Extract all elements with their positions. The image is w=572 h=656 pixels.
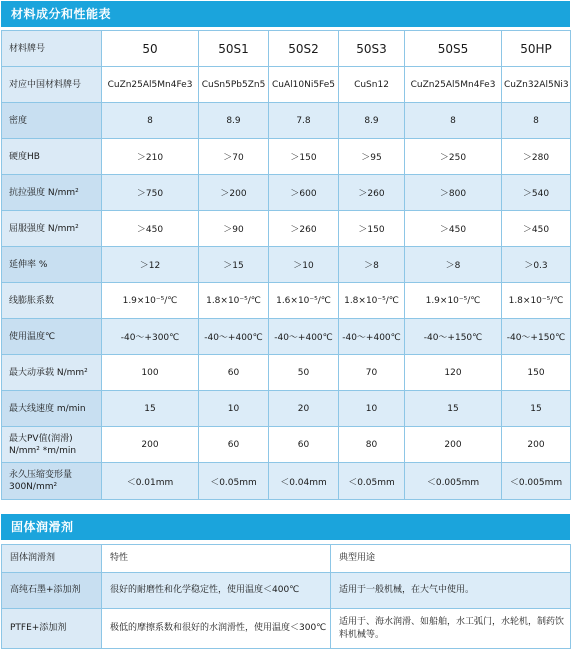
property-label: 最大动承载 N/mm² — [2, 355, 102, 391]
materials-table-body — [2, 31, 571, 500]
property-value: ＞200 — [199, 175, 269, 211]
property-value: ＞540 — [502, 175, 571, 211]
property-value: ＞260 — [269, 211, 339, 247]
property-value: ＞260 — [339, 175, 405, 211]
property-value: ＞15 — [199, 247, 269, 283]
property-value: -40～+400℃ — [339, 319, 405, 355]
property-value: 70 — [339, 355, 405, 391]
property-value: ＞450 — [502, 211, 571, 247]
property-label: 最大PV值(润滑) N/mm² *m/min — [2, 427, 102, 463]
property-value: ＞450 — [405, 211, 502, 247]
property-label: 密度 — [2, 103, 102, 139]
property-value: 1.8×10⁻⁵/℃ — [339, 283, 405, 319]
property-value: ＜0.005mm — [405, 463, 502, 500]
property-value: CuSn12 — [339, 67, 405, 103]
property-value: ＞450 — [102, 211, 199, 247]
lubricant-header-feature: 特性 — [102, 545, 331, 573]
property-value: ＞90 — [199, 211, 269, 247]
material-grade-2: 50S2 — [269, 31, 339, 67]
property-value: 60 — [199, 427, 269, 463]
material-grade-1: 50S1 — [199, 31, 269, 67]
lubricant-feature: 极低的摩擦系数和很好的水润滑性，使用温度＜300℃ — [102, 609, 331, 649]
materials-row — [2, 463, 571, 500]
property-value: ＞280 — [502, 139, 571, 175]
property-value: ＞800 — [405, 175, 502, 211]
lubricant-row — [2, 573, 571, 609]
property-value: 15 — [502, 391, 571, 427]
property-value: CuZn32Al5Ni3 — [502, 67, 571, 103]
materials-row — [2, 427, 571, 463]
materials-table — [1, 30, 571, 500]
property-value: 1.8×10⁻⁵/℃ — [502, 283, 571, 319]
property-value: ＞750 — [102, 175, 199, 211]
lubricant-table — [1, 544, 571, 649]
property-value: ＞150 — [339, 211, 405, 247]
materials-row — [2, 67, 571, 103]
property-value: CuAl10Ni5Fe5 — [269, 67, 339, 103]
property-value: -40～+400℃ — [269, 319, 339, 355]
property-value: 1.9×10⁻⁵/℃ — [102, 283, 199, 319]
property-value: ＞10 — [269, 247, 339, 283]
property-value: ＞95 — [339, 139, 405, 175]
lubricant-name: 高纯石墨+添加剂 — [2, 573, 102, 609]
lubricant-usage: 适用于一般机械，在大气中使用。 — [331, 573, 571, 609]
lubricant-header-name: 固体润滑剂 — [2, 545, 102, 573]
property-value: ＞210 — [102, 139, 199, 175]
property-value: 120 — [405, 355, 502, 391]
materials-row — [2, 103, 571, 139]
property-value: ＞150 — [269, 139, 339, 175]
property-value: 100 — [102, 355, 199, 391]
property-value: ＞0.3 — [502, 247, 571, 283]
materials-header-label: 材料牌号 — [2, 31, 102, 67]
property-value: CuZn25Al5Mn4Fe3 — [102, 67, 199, 103]
materials-header-row — [2, 31, 571, 67]
property-value: 8.9 — [339, 103, 405, 139]
property-label: 使用温度℃ — [2, 319, 102, 355]
property-value: 15 — [405, 391, 502, 427]
property-value: -40～+150℃ — [405, 319, 502, 355]
property-label: 硬度HB — [2, 139, 102, 175]
property-value: CuSn5Pb5Zn5 — [199, 67, 269, 103]
property-value: 150 — [502, 355, 571, 391]
material-grade-0: 50 — [102, 31, 199, 67]
property-value: 8 — [102, 103, 199, 139]
materials-row — [2, 391, 571, 427]
material-grade-3: 50S3 — [339, 31, 405, 67]
property-value: CuZn25Al5Mn4Fe3 — [405, 67, 502, 103]
property-value: ＞70 — [199, 139, 269, 175]
property-value: 200 — [102, 427, 199, 463]
section-title-materials: 材料成分和性能表 — [1, 1, 570, 27]
property-value: -40～+300℃ — [102, 319, 199, 355]
property-label: 抗拉强度 N/mm² — [2, 175, 102, 211]
property-value: ＜0.04mm — [269, 463, 339, 500]
lubricant-header-row — [2, 545, 571, 573]
property-label: 延伸率 % — [2, 247, 102, 283]
property-value: -40～+150℃ — [502, 319, 571, 355]
property-label: 线膨胀系数 — [2, 283, 102, 319]
lubricant-feature: 很好的耐磨性和化学稳定性，使用温度＜400℃ — [102, 573, 331, 609]
property-value: ＜0.005mm — [502, 463, 571, 500]
property-label: 对应中国材料牌号 — [2, 67, 102, 103]
property-label: 最大线速度 m/min — [2, 391, 102, 427]
property-value: 15 — [102, 391, 199, 427]
property-value: ＞250 — [405, 139, 502, 175]
lubricant-name: PTFE+添加剂 — [2, 609, 102, 649]
property-value: ＞8 — [405, 247, 502, 283]
section-title-lubricants: 固体润滑剂 — [1, 514, 570, 540]
materials-row — [2, 247, 571, 283]
property-value: 1.8×10⁻⁵/℃ — [199, 283, 269, 319]
property-value: ＜0.05mm — [339, 463, 405, 500]
materials-row — [2, 319, 571, 355]
property-value: 7.8 — [269, 103, 339, 139]
materials-row — [2, 283, 571, 319]
property-value: ＜0.01mm — [102, 463, 199, 500]
material-grade-5: 50HP — [502, 31, 571, 67]
property-value: 10 — [199, 391, 269, 427]
property-value: 200 — [405, 427, 502, 463]
materials-row — [2, 355, 571, 391]
material-grade-4: 50S5 — [405, 31, 502, 67]
materials-row — [2, 139, 571, 175]
lubricant-row — [2, 609, 571, 649]
property-label: 永久压缩变形量 300N/mm² — [2, 463, 102, 500]
property-value: 60 — [199, 355, 269, 391]
property-value: 80 — [339, 427, 405, 463]
property-value: -40～+400℃ — [199, 319, 269, 355]
property-value: 1.9×10⁻⁵/℃ — [405, 283, 502, 319]
property-value: 1.6×10⁻⁵/℃ — [269, 283, 339, 319]
property-value: 20 — [269, 391, 339, 427]
property-value: 200 — [502, 427, 571, 463]
property-value: ＞600 — [269, 175, 339, 211]
lubricant-header-usage: 典型用途 — [331, 545, 571, 573]
property-value: 60 — [269, 427, 339, 463]
property-value: 8 — [502, 103, 571, 139]
property-label: 屈服强度 N/mm² — [2, 211, 102, 247]
materials-row — [2, 211, 571, 247]
property-value: 50 — [269, 355, 339, 391]
property-value: ＞12 — [102, 247, 199, 283]
property-value: 8 — [405, 103, 502, 139]
lubricant-usage: 适用于、海水润滑、如船舶，水工弧门，水轮机，制药饮料机械等。 — [331, 609, 571, 649]
materials-row — [2, 175, 571, 211]
property-value: 10 — [339, 391, 405, 427]
property-value: 8.9 — [199, 103, 269, 139]
property-value: ＞8 — [339, 247, 405, 283]
property-value: ＜0.05mm — [199, 463, 269, 500]
